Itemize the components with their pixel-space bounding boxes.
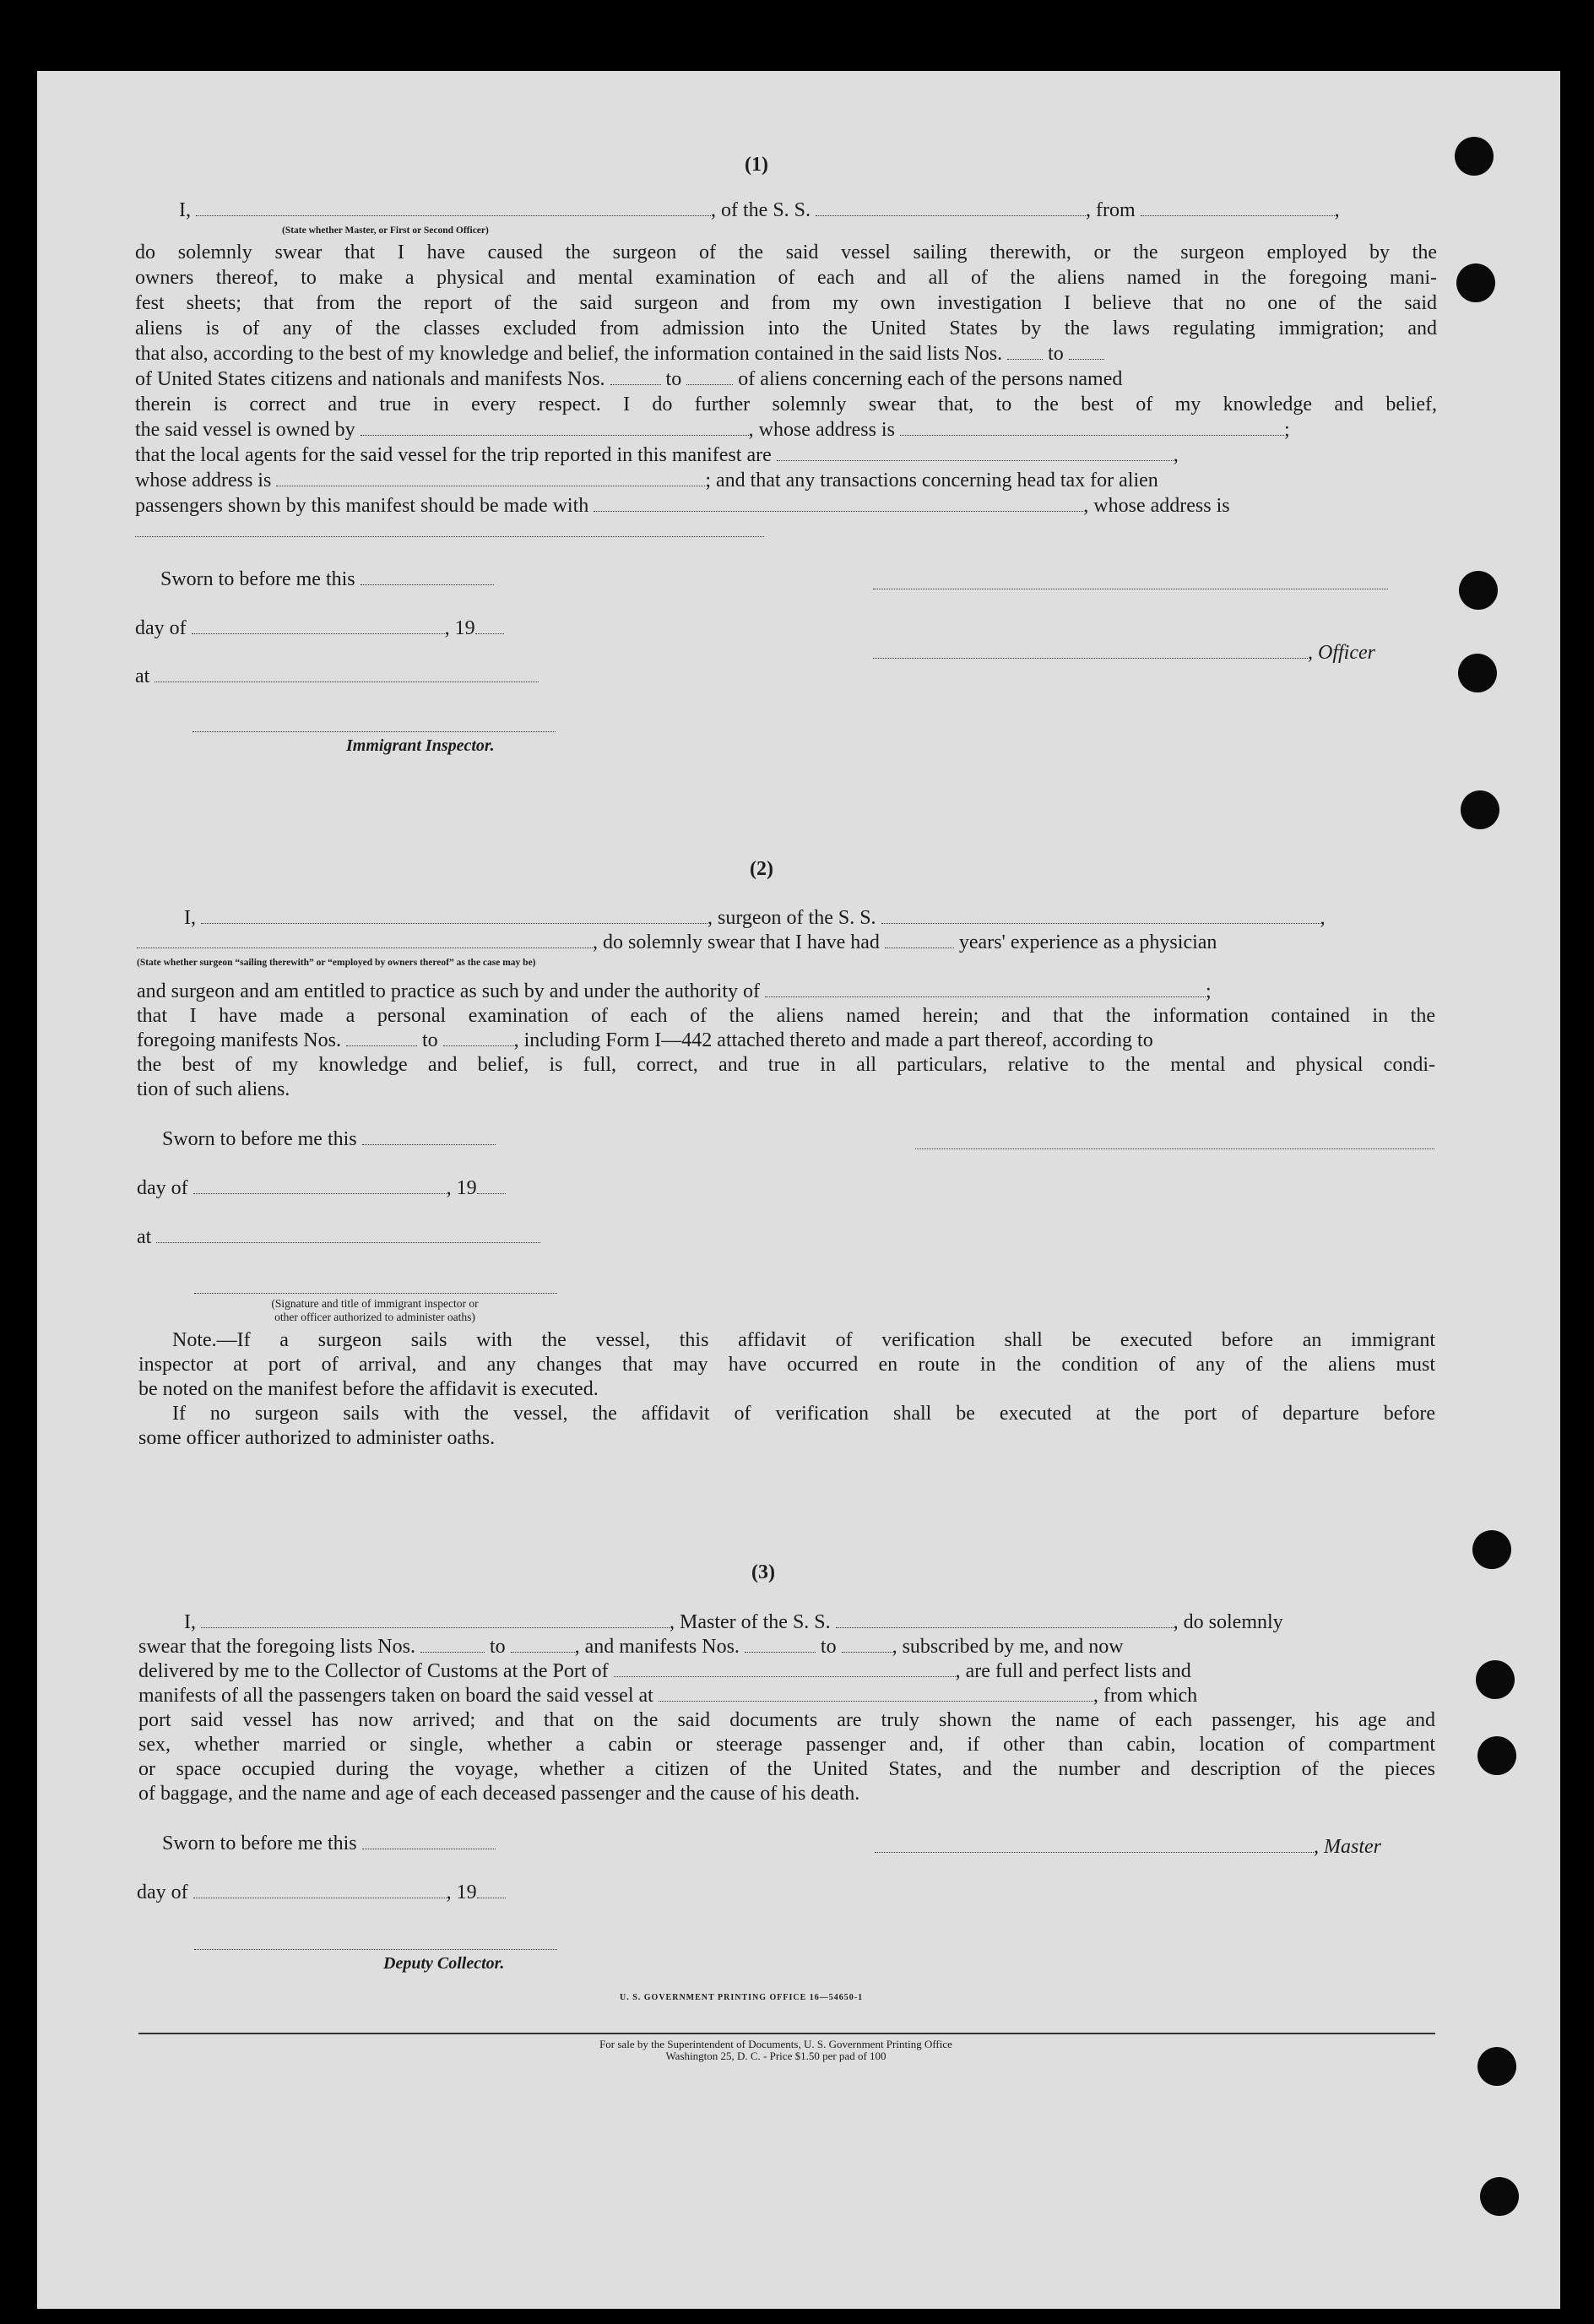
s1-paragraph-line: therein is correct and true in every respect. I do further solemnly swear that, to the best of my knowledge and belief, [135,394,1437,415]
note-paragraph-line: Note.—If a surgeon sails with the vessel, this affidavit of verification shall be executed before an immigrant [172,1329,1435,1351]
s1-headtax-line: passengers shown by this manifest should be made with , whose address is [135,495,1230,517]
s2-line-1: I, , surgeon of the S. S. , [184,907,1326,929]
note-paragraph-line: some officer authorized to administer oaths. [138,1427,496,1449]
s1-year-field[interactable] [475,616,504,634]
s3-line-4: manifests of all the passengers taken on board the said vessel at , from which [138,1685,1198,1707]
s3-manifests-from-field[interactable] [745,1635,816,1653]
owner-field[interactable] [361,418,749,436]
port-field[interactable] [614,1659,956,1677]
s2-signature-note: (Signature and title of immigrant inspector or other officer authorized to administer oaths) [271,1297,479,1323]
s1-agents-address-line: whose address is ; and that any transactions concerning head tax for alien [135,470,1158,491]
s1-day-line: day of , 19 [135,616,504,641]
deputy-collector-caption: Deputy Collector. [383,1954,505,1973]
s3-sworn-date-field[interactable] [362,1832,496,1849]
s2-vessel-field[interactable] [881,906,1320,924]
surgeon-status-note: (State whether surgeon “sailing therewith” or “employed by owners thereof” as the case may be) [137,958,536,968]
s1-officer-line: , Officer [873,640,1375,665]
s3-paragraph-line: sex, whether married or single, whether a cabin or steerage passenger and, if other than cabin, location of compartment [138,1734,1435,1756]
s1-paragraph-line: fest sheets; that from the report of the said surgeon and from my own investigation I believe that no one of the said [135,292,1437,314]
manifests-to-field[interactable] [686,367,733,385]
punch-hole [1477,1736,1516,1775]
surgeon-name-field[interactable] [201,906,708,924]
s2-paragraph-line: that I have made a personal examination of each of the aliens named herein; and that the information contained in the [137,1005,1435,1027]
s1-lists-line: that also, according to the best of my knowledge and belief, the information contained in the said lists Nos. to [135,341,1437,367]
vessel-name-field[interactable] [816,198,1086,216]
lists-from-field[interactable] [1007,342,1043,360]
s3-day-line: day of , 19 [137,1880,506,1905]
s2-at-field[interactable] [156,1225,540,1243]
s3-year-field[interactable] [477,1881,506,1898]
s3-lists-to-field[interactable] [511,1635,575,1653]
inspector-signature-line[interactable] [192,731,556,732]
s2-day-line: day of , 19 [137,1176,506,1201]
section-1-number: (1) [745,154,768,176]
s3-line-1: I, , Master of the S. S. , do solemnly [184,1611,1283,1633]
s3-lists-from-field[interactable] [420,1635,485,1653]
note-paragraph-line: be noted on the manifest before the affidavit is executed. [138,1378,599,1400]
s2-line-2: , do solemnly swear that I have had years' experience as a physician [137,930,1217,955]
section-2-number: (2) [750,858,773,880]
master-name-field[interactable] [201,1610,670,1628]
s1-at-line: at [135,664,539,689]
master-signature-field[interactable] [875,1835,1314,1853]
s3-day-field[interactable] [193,1881,447,1898]
s2-sworn-date-field[interactable] [362,1127,496,1145]
section-1-line-1: I, , of the S. S. , from , [179,199,1340,221]
s2-year-field[interactable] [477,1176,506,1194]
owner-address-field[interactable] [900,418,1284,436]
sale-notice: For sale by the Superintendent of Documents, U. S. Government Printing Office Washington 25, D. C. - Price $1.50 per pad of 100 [599,2038,952,2062]
s2-manifests-line: foregoing manifests Nos. to , including Form I—442 attached thereto and made a part thereof, according to [137,1029,1153,1051]
s1-manifests-line: of United States citizens and nationals and manifests Nos. to of aliens concerning each of the persons named [135,368,1123,390]
officer-rank-note: (State whether Master, or First or Second Officer) [282,225,489,236]
punch-hole [1476,1660,1515,1699]
departure-port-field[interactable] [659,1684,1093,1702]
s3-manifests-to-field[interactable] [842,1635,892,1653]
head-tax-party-field[interactable] [594,494,1083,512]
s3-sworn-line: Sworn to before me this [162,1831,496,1856]
note-paragraph-line: inspector at port of arrival, and any changes that may have occurred en route in the condition of any of the aliens must [138,1354,1435,1376]
s3-master-line: , Master [875,1834,1381,1860]
local-agents-field[interactable] [777,443,1174,461]
punch-hole [1461,790,1499,829]
agents-address-field[interactable] [276,469,705,486]
punch-hole [1459,571,1498,610]
s3-line-3: delivered by me to the Collector of Customs at the Port of , are full and perfect lists and [138,1660,1191,1682]
s2-official-signature-line[interactable] [194,1293,557,1294]
manifest-form-page [37,71,1560,2309]
manifests-from-field[interactable] [610,367,661,385]
s1-paragraph-line: aliens is of any of the classes excluded from admission into the United States by the laws regulating immigration; and [135,318,1437,339]
deputy-signature-line[interactable] [194,1949,557,1950]
lists-to-field[interactable] [1069,342,1104,360]
footer-rule [138,2033,1435,2034]
s2-manifests-to-field[interactable] [443,1029,514,1046]
s3-paragraph-line: or space occupied during the voyage, whether a citizen of the United States, and the number and description of the pieces [138,1758,1435,1780]
s3-paragraph-line: port said vessel has now arrived; and that on the said documents are truly shown the name of each passenger, his age and [138,1709,1435,1731]
officer-name-field[interactable] [196,198,711,216]
s1-paragraph-line: do solemnly swear that I have caused the surgeon of the said vessel sailing therewith, or the surgeon employed by the [135,242,1437,263]
s2-signature-line[interactable] [915,1148,1434,1149]
s3-paragraph-line: of baggage, and the name and age of each deceased passenger and the cause of his death. [138,1783,860,1805]
printing-office-code: U. S. GOVERNMENT PRINTING OFFICE 16—54650-1 [620,1993,864,2002]
surgeon-status-field[interactable] [137,931,593,948]
s3-vessel-field[interactable] [836,1610,1174,1628]
s2-paragraph-line: tion of such aliens. [137,1078,290,1100]
from-port-field[interactable] [1141,198,1335,216]
s2-day-field[interactable] [193,1176,447,1194]
s1-agents-line: that the local agents for the said vessel for the trip reported in this manifest are , [135,444,1179,466]
immigrant-inspector-caption: Immigrant Inspector. [346,736,495,755]
punch-hole [1477,2047,1516,2086]
punch-hole [1480,2177,1519,2216]
note-paragraph-line: If no surgeon sails with the vessel, the affidavit of verification shall be executed at the port of departure before [172,1403,1435,1425]
officer-signature-field[interactable] [873,641,1308,659]
s2-at-line: at [137,1224,540,1250]
s3-line-2: swear that the foregoing lists Nos. to , and manifests Nos. to , subscribed by me, and now [138,1636,1124,1658]
punch-hole [1472,1530,1511,1569]
s1-paragraph-line: owners thereof, to make a physical and mental examination of each and all of the aliens named in the foregoing mani- [135,267,1437,289]
s2-paragraph-line: the best of my knowledge and belief, is full, correct, and true in all particulars, relative to the mental and physical condi- [137,1054,1435,1076]
years-experience-field[interactable] [885,931,954,948]
s1-at-field[interactable] [155,665,539,682]
s1-day-field[interactable] [192,616,445,634]
s2-manifests-from-field[interactable] [346,1029,417,1046]
s1-sworn-line: Sworn to before me this [160,567,494,592]
s1-owner-line: the said vessel is owned by , whose address is ; [135,419,1290,441]
s2-authority-line: and surgeon and am entitled to practice as such by and under the authority of ; [137,980,1212,1002]
punch-hole [1455,137,1494,176]
section-3-number: (3) [751,1561,775,1583]
punch-hole [1456,263,1495,302]
head-tax-address-field[interactable] [135,536,764,537]
authority-field[interactable] [765,980,1206,997]
s1-sworn-date-field[interactable] [361,567,494,585]
punch-hole [1458,654,1497,692]
s2-sworn-line: Sworn to before me this [162,1127,496,1152]
